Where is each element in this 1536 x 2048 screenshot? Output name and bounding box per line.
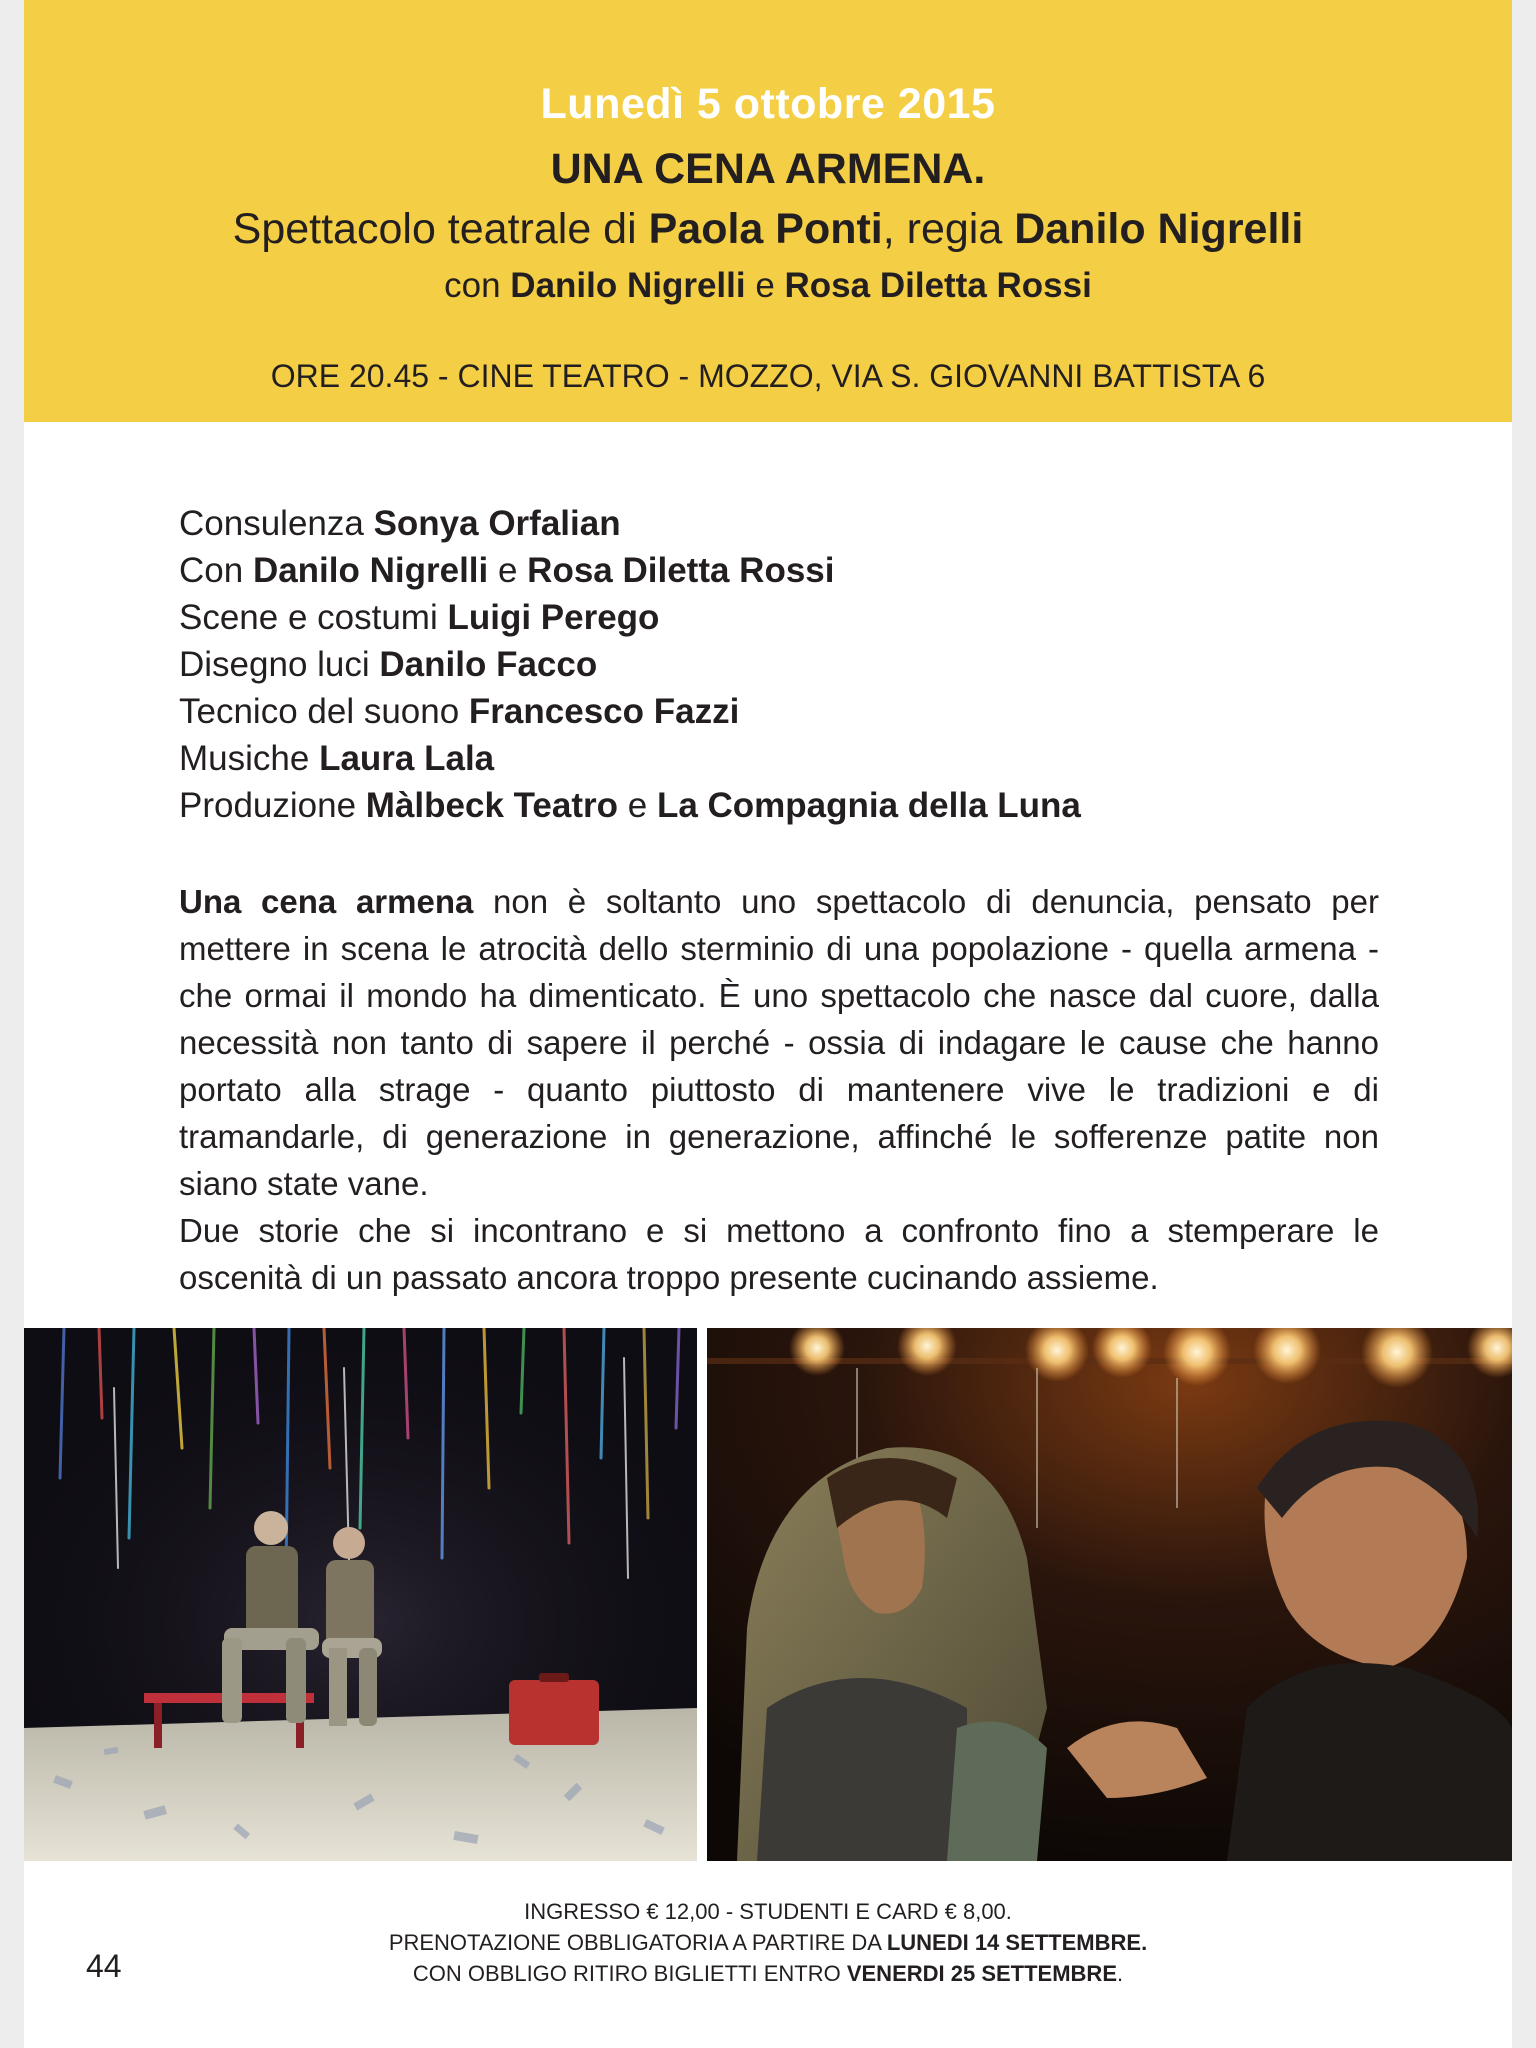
subtitle-mid: , regia: [882, 205, 1015, 253]
header-band: [24, 0, 1512, 422]
stage-scene-illustration: [24, 1328, 697, 1861]
ticket-info: [24, 1896, 1512, 1989]
credit-row: [179, 688, 1379, 735]
description-text-1: non è soltanto uno spettacolo di denuncia, pensato per mettere in scena le atrocità dello sterminio di una popolazione - quella armena - che ormai il mondo ha dimenticato. È uno spettacolo che nasce dal cuore, dalla necessità non tanto di sapere il perché - ossia di indagare le cause che hanno portato alla strage - quanto piuttosto di mantenere vive le tradizioni e di tramandarle, di generazione in generazione, affinché le sofferenze patite non siano state vane.: [179, 883, 1379, 1202]
credit-role: Disegno luci: [179, 645, 380, 684]
director-name: Danilo Nigrelli: [1014, 205, 1304, 253]
credit-role: Con: [179, 551, 253, 590]
pickup-line: [24, 1958, 1512, 1989]
page-edge-left: [0, 0, 24, 2048]
cast-and: e: [745, 266, 785, 305]
credit-name: Sonya Orfalian: [373, 504, 621, 543]
credit-role: Musiche: [179, 739, 320, 778]
credit-name: Danilo Nigrelli: [252, 551, 489, 590]
booking-line: [24, 1927, 1512, 1958]
author-name: Paola Ponti: [648, 205, 883, 253]
credit-role: Scene e costumi: [179, 598, 448, 637]
credits-list: [179, 500, 1379, 829]
credit-role: Tecnico del suono: [179, 692, 469, 731]
credit-name-2: Rosa Diletta Rossi: [527, 551, 835, 590]
booking-date: LUNEDI 14 SETTEMBRE.: [886, 1930, 1148, 1955]
pickup-prefix: CON OBBLIGO RITIRO BIGLIETTI ENTRO: [412, 1961, 847, 1986]
event-time-venue: ORE 20.45 - CINE TEATRO - MOZZO, VIA S. GIOVANNI BATTISTA 6: [270, 358, 1266, 394]
booking-prefix: PRENOTAZIONE OBBLIGATORIA A PARTIRE DA: [388, 1930, 887, 1955]
credit-row: [179, 782, 1379, 829]
cast-prefix: con: [444, 266, 511, 305]
event-date: Lunedì 5 ottobre 2015: [540, 80, 996, 128]
event-subtitle: [24, 205, 1512, 254]
credit-name: Laura Lala: [319, 739, 495, 778]
description-lead: Una cena armena: [179, 883, 474, 920]
pickup-date: VENERDI 25 SETTEMBRE: [846, 1961, 1117, 1986]
pickup-suffix: .: [1117, 1961, 1124, 1986]
ticket-price-line: INGRESSO € 12,00 - STUDENTI E CARD € 8,00.: [524, 1899, 1012, 1924]
stage-photo-left: [24, 1328, 697, 1861]
credit-role: Produzione: [179, 786, 366, 825]
credit-row: [179, 500, 1379, 547]
actor-1: Danilo Nigrelli: [510, 266, 746, 305]
event-title: UNA CENA ARMENA.: [550, 145, 986, 193]
description-paragraph-2: Due storie che si incontrano e si mettono a confronto fino a stemperare le oscenità di un passato ancora troppo presente cucinando assieme.: [179, 1212, 1379, 1296]
document-page: [24, 0, 1512, 2048]
actors-closeup-illustration: [707, 1328, 1512, 1861]
subtitle-prefix: Spettacolo teatrale di: [232, 205, 649, 253]
credit-row: [179, 641, 1379, 688]
actor-2: Rosa Diletta Rossi: [784, 266, 1092, 305]
page-edge-right: [1512, 0, 1536, 2048]
credit-role: Consulenza: [179, 504, 374, 543]
description-paragraph-1: [179, 878, 1379, 1207]
event-cast: [24, 266, 1512, 306]
credit-name: Luigi Perego: [447, 598, 660, 637]
stage-photo-right: [707, 1328, 1512, 1861]
credit-joiner: e: [618, 786, 657, 825]
credit-name-2: La Compagnia della Luna: [656, 786, 1081, 825]
credit-joiner: e: [488, 551, 528, 590]
credit-name: Màlbeck Teatro: [365, 786, 619, 825]
credit-row: [179, 735, 1379, 782]
description: [179, 878, 1379, 1301]
credit-row: [179, 547, 1379, 594]
page-number: 44: [86, 1948, 122, 1984]
credit-row: [179, 594, 1379, 641]
credit-name: Danilo Facco: [379, 645, 598, 684]
credit-name: Francesco Fazzi: [468, 692, 740, 731]
